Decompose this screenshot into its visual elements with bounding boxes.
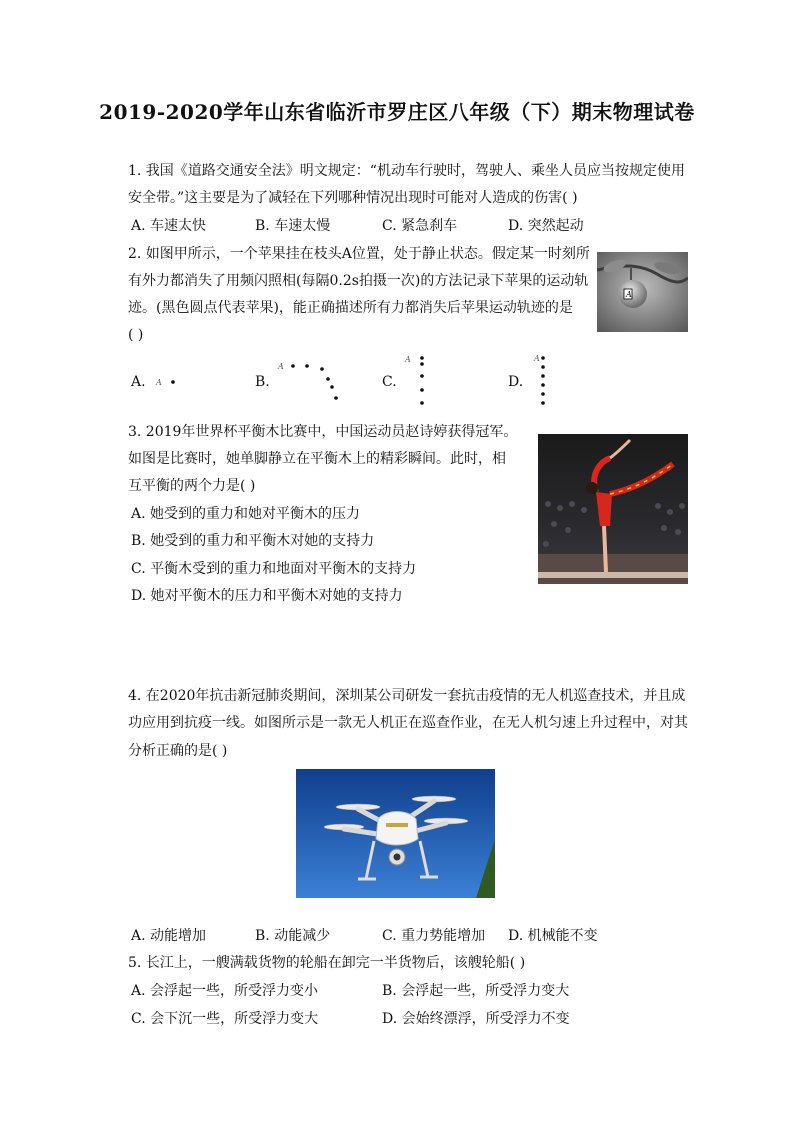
q2-line-3: 迹。(黑色圆点代表苹果)，能正确描述所有力都消失后苹果运动轨迹的是	[128, 300, 573, 316]
apple-dot	[320, 367, 324, 371]
apple-point-label: A	[626, 290, 632, 299]
q3-option-c: C. 平衡木受到的重力和地面对平衡木的支持力	[131, 561, 417, 577]
q3-option-d: D. 她对平衡木的压力和平衡木对她的支持力	[131, 588, 403, 604]
q5-line-1: 5. 长江上，一艘满载货物的轮船在卸完一半货物后，该艘轮船( )	[128, 955, 526, 971]
apple-dot	[541, 383, 545, 387]
diagram-d-label: A	[534, 354, 540, 363]
q4-option-b: B. 动能减少	[255, 928, 331, 944]
q5-option-b: B. 会浮起一些，所受浮力变大	[382, 983, 570, 999]
q3-line-1: 3. 2019年世界杯平衡木比赛中，中国运动员赵诗婷获得冠军。	[128, 424, 518, 440]
q2-option-c: C.	[382, 374, 397, 390]
drone-photo	[296, 769, 495, 898]
q5-option-a: A. 会浮起一些，所受浮力变小	[131, 983, 319, 999]
apple-dot	[305, 364, 309, 368]
trajectory-diagram-a	[152, 374, 182, 388]
diagram-c-label: A	[405, 355, 411, 364]
q5-option-d: D. 会始终漂浮，所受浮力不变	[382, 1011, 570, 1027]
apple-dot	[326, 377, 330, 381]
q1-line-1: 1. 我国《道路交通安全法》明文规定：“机动车行驶时，驾驶人、乘坐人员应当按规定使用	[128, 163, 685, 179]
q1-option-a: A. 车速太快	[131, 218, 207, 234]
q4-option-c: C. 重力势能增加	[382, 928, 486, 944]
apple-dot	[420, 401, 424, 405]
q1-line-2: 安全带。”这主要是为了减轻在下列哪种情况出现时可能对人造成的伤害( )	[128, 190, 578, 206]
q2-line-1: 2. 如图甲所示，一个苹果挂在枝头A位置，处于静止状态。假定某一时刻所	[128, 246, 590, 262]
q4-option-d: D. 机械能不变	[508, 928, 598, 944]
apple-branch-photo	[597, 252, 688, 332]
q2-line-4: ( )	[128, 327, 144, 343]
apple-dot	[541, 365, 545, 369]
apple-dot	[330, 385, 334, 389]
apple-dot	[334, 396, 338, 400]
q1-option-b: B. 车速太慢	[255, 218, 331, 234]
trajectory-diagram-b	[276, 360, 342, 404]
page-title: 2019-2020学年山东省临沂市罗庄区八年级（下）期末物理试卷	[99, 100, 695, 124]
apple-dot	[291, 364, 295, 368]
trajectory-diagram-d	[528, 352, 558, 408]
q4-line-3: 分析正确的是( )	[128, 743, 228, 759]
apple-dot	[541, 356, 545, 360]
q4-line-2: 功应用到抗疫一线。如图所示是一款无人机正在巡查作业，在无人机匀速上升过程中，对其	[128, 715, 688, 731]
trajectory-diagram-c	[402, 352, 432, 408]
q3-option-a: A. 她受到的重力和她对平衡木的压力	[131, 506, 361, 522]
apple-dot	[541, 392, 545, 396]
q4-option-a: A. 动能增加	[131, 928, 207, 944]
gymnast-photo	[538, 434, 688, 584]
diagram-b-label: A	[278, 362, 284, 371]
q3-line-3: 互平衡的两个力是( )	[128, 478, 256, 494]
q3-option-b: B. 她受到的重力和平衡木对她的支持力	[131, 533, 375, 549]
apple-dot	[541, 374, 545, 378]
q5-option-c: C. 会下沉一些，所受浮力变大	[131, 1011, 319, 1027]
q2-option-a: A.	[131, 374, 146, 390]
q2-option-b: B.	[255, 374, 270, 390]
q2-option-d: D.	[508, 374, 524, 390]
q2-line-2: 有外力都消失了用频闪照相(每隔0.2s拍摄一次)的方法记录下苹果的运动轨	[128, 273, 589, 289]
apple-dot	[420, 388, 424, 392]
apple-dot	[541, 401, 545, 405]
diagram-a-label: A	[156, 378, 162, 387]
q4-line-1: 4. 在2020年抗击新冠肺炎期间，深圳某公司研发一套抗击疫情的无人机巡查技术，并且成	[128, 688, 686, 704]
q1-option-d: D. 突然起动	[508, 218, 584, 234]
apple-dot	[420, 356, 424, 360]
apple-dot	[171, 380, 175, 384]
apple-dot	[420, 374, 424, 378]
apple-dot	[420, 362, 424, 366]
q1-option-c: C. 紧急刹车	[382, 218, 458, 234]
q3-line-2: 如图是比赛时，她单脚静立在平衡木上的精彩瞬间。此时，相	[128, 451, 506, 467]
